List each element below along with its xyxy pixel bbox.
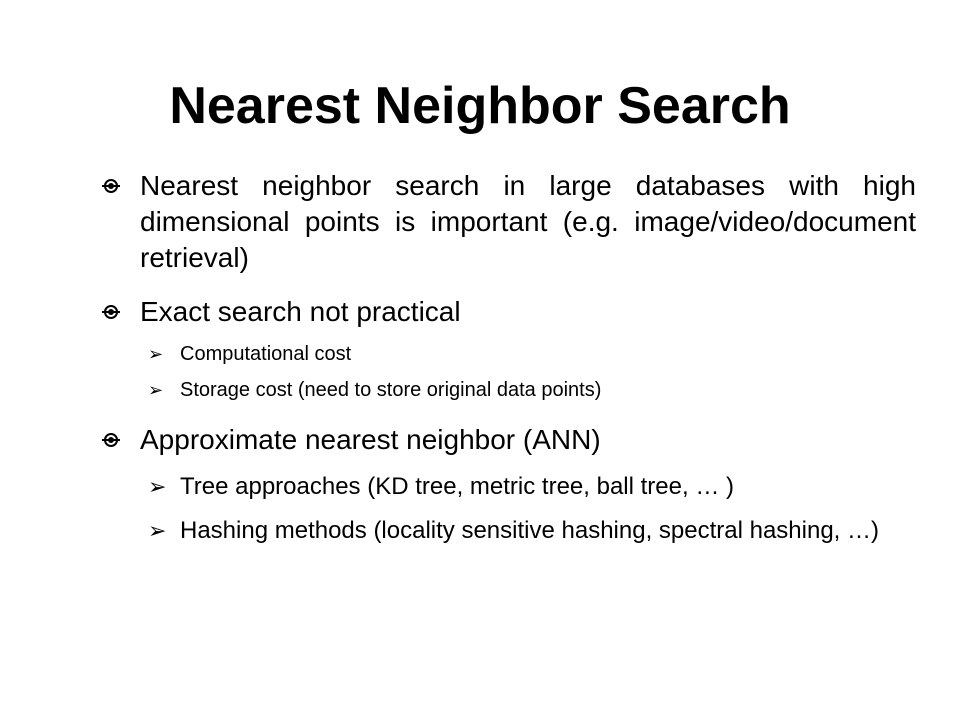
sub-bullet-text: Computational cost	[180, 343, 352, 365]
sub-bullet-item	[104, 472, 916, 502]
circled-bullet-icon	[104, 179, 118, 193]
bullet-text: Exact search not practical	[140, 296, 461, 327]
bullet-text: Nearest neighbor search in large databases with high dimensional points is important (e.g. image/video/document retrieval)	[140, 170, 916, 273]
circled-bullet-icon	[104, 305, 118, 319]
bullet-text: Approximate nearest neighbor (ANN)	[140, 424, 601, 455]
slide-content	[104, 168, 916, 546]
bullet-item	[104, 294, 916, 330]
arrowhead-bullet-icon: ➢	[148, 474, 167, 499]
arrowhead-bullet-icon: ➢	[148, 380, 164, 400]
circled-bullet-icon	[104, 433, 118, 447]
bullet-item	[104, 422, 916, 458]
slide-title: Nearest Neighbor Search	[169, 77, 791, 135]
bullet-item	[104, 168, 916, 276]
sub-bullet-item	[104, 516, 916, 546]
arrowhead-bullet-icon: ➢	[148, 518, 167, 543]
sub-bullet-text: Storage cost (need to store original data points)	[180, 379, 602, 401]
arrowhead-bullet-icon: ➢	[148, 344, 164, 364]
sub-bullet-item	[104, 376, 916, 404]
sub-bullet-text: Tree approaches (KD tree, metric tree, ball tree, … )	[180, 473, 734, 500]
sub-bullet-text: Hashing methods (locality sensitive hashing, spectral hashing, …)	[180, 517, 880, 544]
sub-bullet-item	[104, 340, 916, 368]
